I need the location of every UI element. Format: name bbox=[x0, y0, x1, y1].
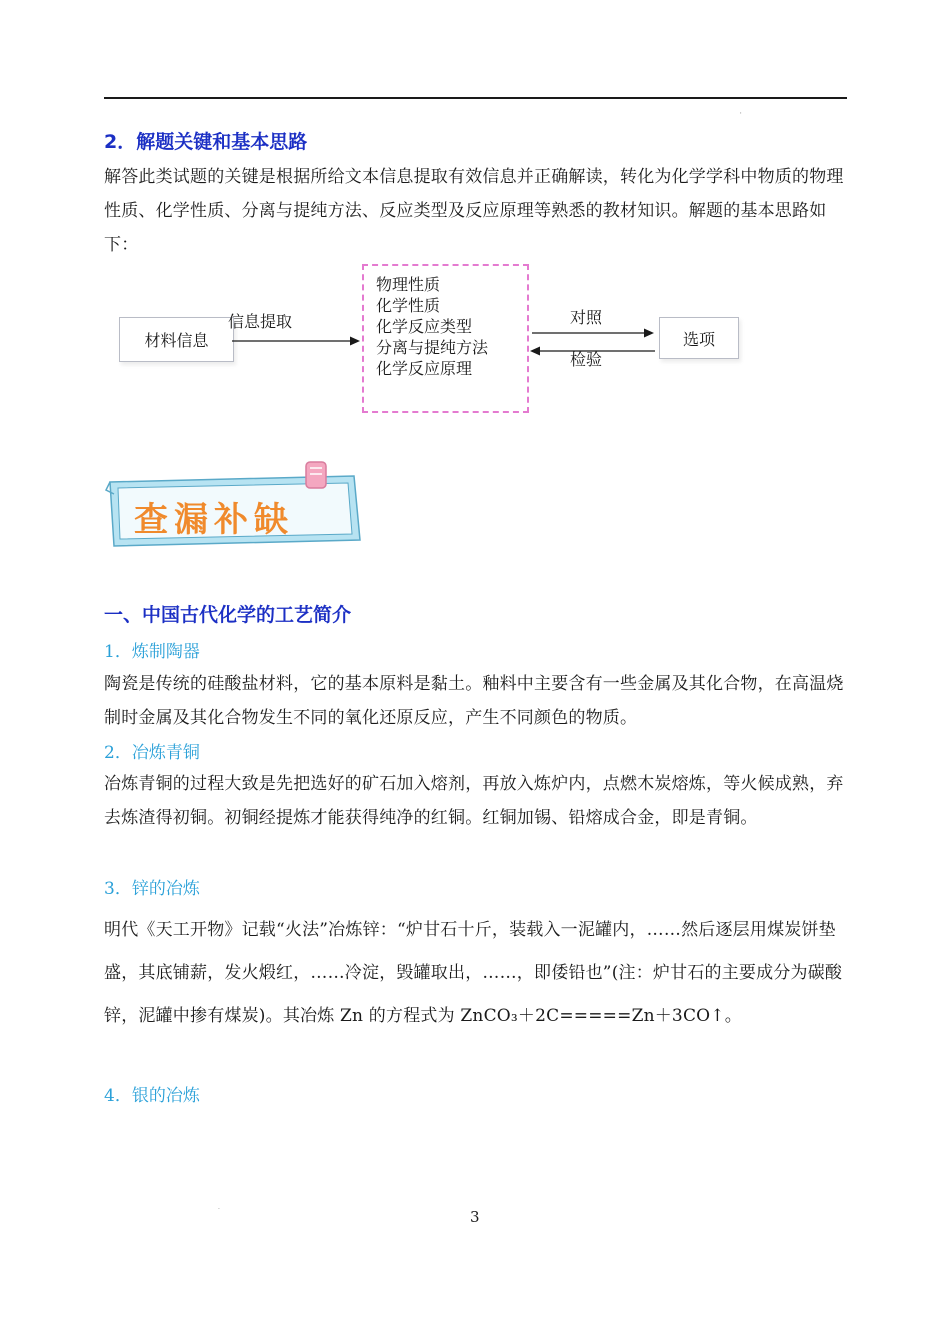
flow-target-box bbox=[659, 317, 739, 359]
stray-mark: · bbox=[218, 1206, 220, 1213]
banner-title: 查漏补缺 bbox=[134, 500, 294, 540]
flow-check-label: 检验 bbox=[570, 350, 603, 369]
item-heading: 3．锌的冶炼 bbox=[104, 879, 200, 899]
item-paragraph: 明代《天工开物》记载“火法”冶炼锌：“炉甘石十斤，装载入一泥罐内，……然后逐层用煤炭饼垫盛，其底铺薪，发火煅红，……冷淀，毁罐取出，……，即倭铅也”(注：炉甘石的主要成分为碳酸锌，泥罐中掺有煤炭)。其冶炼 Zn 的方程式为 ZnCO₃＋2C=====Zn＋3CO↑。 bbox=[104, 920, 843, 1026]
flow-item: 化学反应原理 bbox=[376, 359, 473, 378]
flow-source-box bbox=[119, 317, 234, 362]
item-heading: 2．冶炼青铜 bbox=[104, 743, 200, 763]
section-heading-key: 2．解题关键和基本思路 bbox=[104, 131, 308, 153]
flow-arrow-compare bbox=[532, 326, 657, 340]
item-heading: 1．炼制陶器 bbox=[104, 642, 200, 662]
item-heading: 4．银的冶炼 bbox=[104, 1086, 200, 1106]
flow-item: 物理性质 bbox=[376, 275, 441, 294]
item-paragraph: 冶炼青铜的过程大致是先把选好的矿石加入熔剂，再放入炼炉内，点燃木炭熔炼，等火候成熟，弃去炼渣得初铜。初铜经提炼才能获得纯净的红铜。红铜加锡、铅熔成合金，即是青铜。 bbox=[104, 774, 844, 828]
stray-mark: ' bbox=[740, 112, 742, 119]
section-key-paragraph: 解答此类试题的关键是根据所给文本信息提取有效信息并正确解读，转化为化学学科中物质的物理性质、化学性质、分离与提纯方法、反应类型及反应原理等熟悉的教材知识。解题的基本思路如下： bbox=[104, 167, 844, 255]
flow-compare-label: 对照 bbox=[570, 308, 603, 327]
flow-arrow-extract bbox=[232, 334, 362, 348]
flow-target-label: 选项 bbox=[682, 329, 715, 349]
flow-source-label: 材料信息 bbox=[144, 331, 209, 350]
page-number: 3 bbox=[470, 1208, 480, 1226]
flow-diagram bbox=[0, 0, 950, 450]
flow-item: 化学反应类型 bbox=[376, 317, 473, 336]
flow-knowledge-box bbox=[362, 264, 529, 413]
flow-item: 分离与提纯方法 bbox=[376, 338, 489, 357]
banner bbox=[104, 460, 366, 555]
flow-extract-label: 信息提取 bbox=[228, 312, 293, 331]
flow-item: 化学性质 bbox=[376, 296, 441, 315]
section-one-heading: 一、中国古代化学的工艺简介 bbox=[104, 604, 352, 626]
item-paragraph: 陶瓷是传统的硅酸盐材料，它的基本原料是黏土。釉料中主要含有一些金属及其化合物，在高温烧制时金属及其化合物发生不同的氧化还原反应，产生不同颜色的物质。 bbox=[104, 674, 844, 728]
